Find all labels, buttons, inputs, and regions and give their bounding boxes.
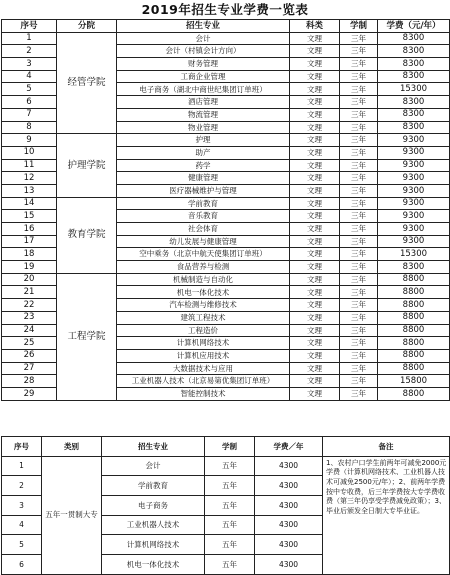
row-number: 8 [2,121,57,134]
study-years: 三年 [340,45,378,58]
study-years: 三年 [340,235,378,248]
page-title: 2019年招生专业学费一览表 [141,2,309,17]
header-category: 类别 [42,437,102,457]
row-number: 19 [2,261,57,274]
tuition-fee: 15300 [378,83,450,96]
major-name: 机械制造与自动化 [117,273,290,286]
row-number: 5 [2,535,42,555]
row-number: 10 [2,146,57,159]
study-years: 五年 [205,535,255,555]
subject-kind: 文理 [290,45,340,58]
subject-kind: 文理 [290,58,340,71]
row-number: 23 [2,311,57,324]
study-years: 三年 [340,134,378,147]
row-number: 1 [2,32,57,45]
subject-kind: 文理 [290,134,340,147]
subject-kind: 文理 [290,32,340,45]
major-name: 食品营养与检测 [117,261,290,274]
subject-kind: 文理 [290,223,340,236]
study-years: 三年 [340,299,378,312]
study-years: 三年 [340,210,378,223]
subject-kind: 文理 [290,172,340,185]
study-years: 五年 [205,456,255,476]
study-years: 三年 [340,184,378,197]
table-row [2,32,450,45]
major-name: 幼儿发展与健康管理 [117,235,290,248]
major-name: 物业管理 [117,121,290,134]
header-fee: 学费／年 [255,437,323,457]
major-name: 建筑工程技术 [117,311,290,324]
row-number: 18 [2,248,57,261]
row-number: 11 [2,159,57,172]
study-years: 三年 [340,261,378,274]
table-row [2,456,450,476]
study-years: 三年 [340,70,378,83]
tuition-fee: 4300 [255,496,323,516]
tuition-fee: 8800 [378,349,450,362]
major-name: 工业机器人技术（北京易第优集团订单班） [117,375,290,388]
tuition-fee: 9300 [378,210,450,223]
header-fee: 学费（元/年） [378,20,450,33]
subject-kind: 文理 [290,235,340,248]
major-name: 会计 [117,32,290,45]
header-dept: 分院 [57,20,117,33]
tuition-fee: 8800 [378,273,450,286]
row-number: 2 [2,45,57,58]
subject-kind: 文理 [290,184,340,197]
row-number: 15 [2,210,57,223]
row-number: 21 [2,286,57,299]
table-row [2,197,450,210]
study-years: 五年 [205,555,255,575]
header-no: 序号 [2,437,42,457]
major-name: 社会体育 [117,223,290,236]
subject-kind: 文理 [290,121,340,134]
table-header-row [2,20,450,33]
tuition-fee: 8800 [378,286,450,299]
major-name: 会计（村镇会计方向） [117,45,290,58]
tuition-fee: 8800 [378,299,450,312]
study-years: 三年 [340,362,378,375]
major-name: 学前教育 [102,476,205,496]
tuition-fee: 4300 [255,476,323,496]
study-years: 三年 [340,32,378,45]
tuition-fee: 9300 [378,235,450,248]
row-number: 20 [2,273,57,286]
row-number: 26 [2,349,57,362]
dept-name: 教育学院 [57,197,117,273]
row-number: 27 [2,362,57,375]
row-number: 14 [2,197,57,210]
tuition-fee: 4300 [255,535,323,555]
tuition-fee: 8300 [378,32,450,45]
subject-kind: 文理 [290,146,340,159]
major-name: 机电一体化技术 [117,286,290,299]
header-no: 序号 [2,20,57,33]
study-years: 三年 [340,286,378,299]
table-header-row [2,437,450,457]
study-years: 五年 [205,496,255,516]
row-number: 12 [2,172,57,185]
major-name: 工商企业管理 [117,70,290,83]
tuition-fee: 8300 [378,96,450,109]
subject-kind: 文理 [290,210,340,223]
major-name: 药学 [117,159,290,172]
header-kind: 科类 [290,20,340,33]
header-years: 学制 [340,20,378,33]
major-name: 护理 [117,134,290,147]
study-years: 三年 [340,311,378,324]
study-years: 三年 [340,375,378,388]
study-years: 三年 [340,58,378,71]
row-number: 7 [2,108,57,121]
study-years: 三年 [340,159,378,172]
study-years: 三年 [340,121,378,134]
major-name: 财务管理 [117,58,290,71]
tuition-fee: 8800 [378,387,450,400]
row-number: 6 [2,555,42,575]
header-note: 备注 [323,437,450,457]
tuition-fee: 8300 [378,108,450,121]
major-name: 空中乘务（北京中航天使集团订单班） [117,248,290,261]
row-number: 29 [2,387,57,400]
study-years: 三年 [340,172,378,185]
major-name: 工程造价 [117,324,290,337]
tuition-fee: 8800 [378,311,450,324]
subject-kind: 文理 [290,83,340,96]
subject-kind: 文理 [290,273,340,286]
row-number: 6 [2,96,57,109]
study-years: 三年 [340,197,378,210]
tuition-fee: 4300 [255,456,323,476]
subject-kind: 文理 [290,299,340,312]
row-number: 1 [2,456,42,476]
row-number: 25 [2,337,57,350]
header-years: 学制 [205,437,255,457]
major-name: 音乐教育 [117,210,290,223]
major-name: 医疗器械维护与管理 [117,184,290,197]
major-name: 大数据技术与应用 [117,362,290,375]
tuition-fee: 15300 [378,248,450,261]
row-number: 13 [2,184,57,197]
subject-kind: 文理 [290,248,340,261]
major-name: 会计 [102,456,205,476]
dept-name: 经管学院 [57,32,117,134]
row-number: 16 [2,223,57,236]
row-number: 4 [2,70,57,83]
subject-kind: 文理 [290,387,340,400]
study-years: 三年 [340,248,378,261]
study-years: 三年 [340,146,378,159]
tuition-fee: 8300 [378,261,450,274]
row-number: 2 [2,476,42,496]
header-major: 招生专业 [117,20,290,33]
tuition-fee: 8300 [378,58,450,71]
study-years: 三年 [340,108,378,121]
subject-kind: 文理 [290,337,340,350]
subject-kind: 文理 [290,108,340,121]
major-name: 助产 [117,146,290,159]
study-years: 三年 [340,349,378,362]
major-name: 计算机网络技术 [102,535,205,555]
program-category: 五年一贯制大专 [42,456,102,574]
subject-kind: 文理 [290,375,340,388]
tuition-fee: 9300 [378,146,450,159]
study-years: 三年 [340,223,378,236]
study-years: 三年 [340,83,378,96]
major-name: 学前教育 [117,197,290,210]
tuition-fee: 15800 [378,375,450,388]
major-name: 电子商务 [102,496,205,516]
subject-kind: 文理 [290,286,340,299]
row-number: 4 [2,515,42,535]
major-name: 酒店管理 [117,96,290,109]
tuition-fee: 8300 [378,70,450,83]
major-name: 健康管理 [117,172,290,185]
major-name: 机电一体化技术 [102,555,205,575]
subject-kind: 文理 [290,362,340,375]
tuition-fee: 4300 [255,555,323,575]
tuition-fee: 8300 [378,121,450,134]
row-number: 5 [2,83,57,96]
row-number: 9 [2,134,57,147]
three-year-fee-table [1,19,450,401]
study-years: 三年 [340,96,378,109]
row-number: 17 [2,235,57,248]
major-name: 计算机网络技术 [117,337,290,350]
tuition-fee: 8800 [378,324,450,337]
tuition-fee: 4300 [255,515,323,535]
subject-kind: 文理 [290,159,340,172]
study-years: 五年 [205,515,255,535]
row-number: 22 [2,299,57,312]
remarks-note: 1、农村户口学生前两年可减免2000元学费（计算机网络技术、工业机器人技术可减免2500元/年）；2、前两年学费按中专收费，后三年学费按大专学费收费（第三年仍享受学费减免政策）；3、毕业后颁发全日制大专毕业证。 [323,456,450,574]
study-years: 三年 [340,387,378,400]
major-name: 汽车检测与维修技术 [117,299,290,312]
major-name: 智能控制技术 [117,387,290,400]
subject-kind: 文理 [290,197,340,210]
tuition-fee: 9300 [378,184,450,197]
subject-kind: 文理 [290,96,340,109]
subject-kind: 文理 [290,324,340,337]
row-number: 3 [2,496,42,516]
major-name: 计算机应用技术 [117,349,290,362]
row-number: 28 [2,375,57,388]
header-major: 招生专业 [102,437,205,457]
tuition-fee: 8800 [378,337,450,350]
tuition-fee: 9300 [378,159,450,172]
subject-kind: 文理 [290,261,340,274]
subject-kind: 文理 [290,311,340,324]
study-years: 三年 [340,337,378,350]
table-row [2,273,450,286]
row-number: 24 [2,324,57,337]
tuition-fee: 8300 [378,45,450,58]
tuition-fee: 9300 [378,172,450,185]
major-name: 电子商务（湖北中商世纪集团订单班） [117,83,290,96]
study-years: 五年 [205,476,255,496]
row-number: 3 [2,58,57,71]
table-row [2,134,450,147]
subject-kind: 文理 [290,70,340,83]
study-years: 三年 [340,324,378,337]
five-year-fee-table [1,436,450,575]
major-name: 工业机器人技术 [102,515,205,535]
tuition-fee: 9300 [378,134,450,147]
study-years: 三年 [340,273,378,286]
dept-name: 工程学院 [57,273,117,400]
dept-name: 护理学院 [57,134,117,197]
tuition-fee: 9300 [378,197,450,210]
major-name: 物流管理 [117,108,290,121]
tuition-fee: 8800 [378,362,450,375]
tuition-fee: 9300 [378,223,450,236]
subject-kind: 文理 [290,349,340,362]
